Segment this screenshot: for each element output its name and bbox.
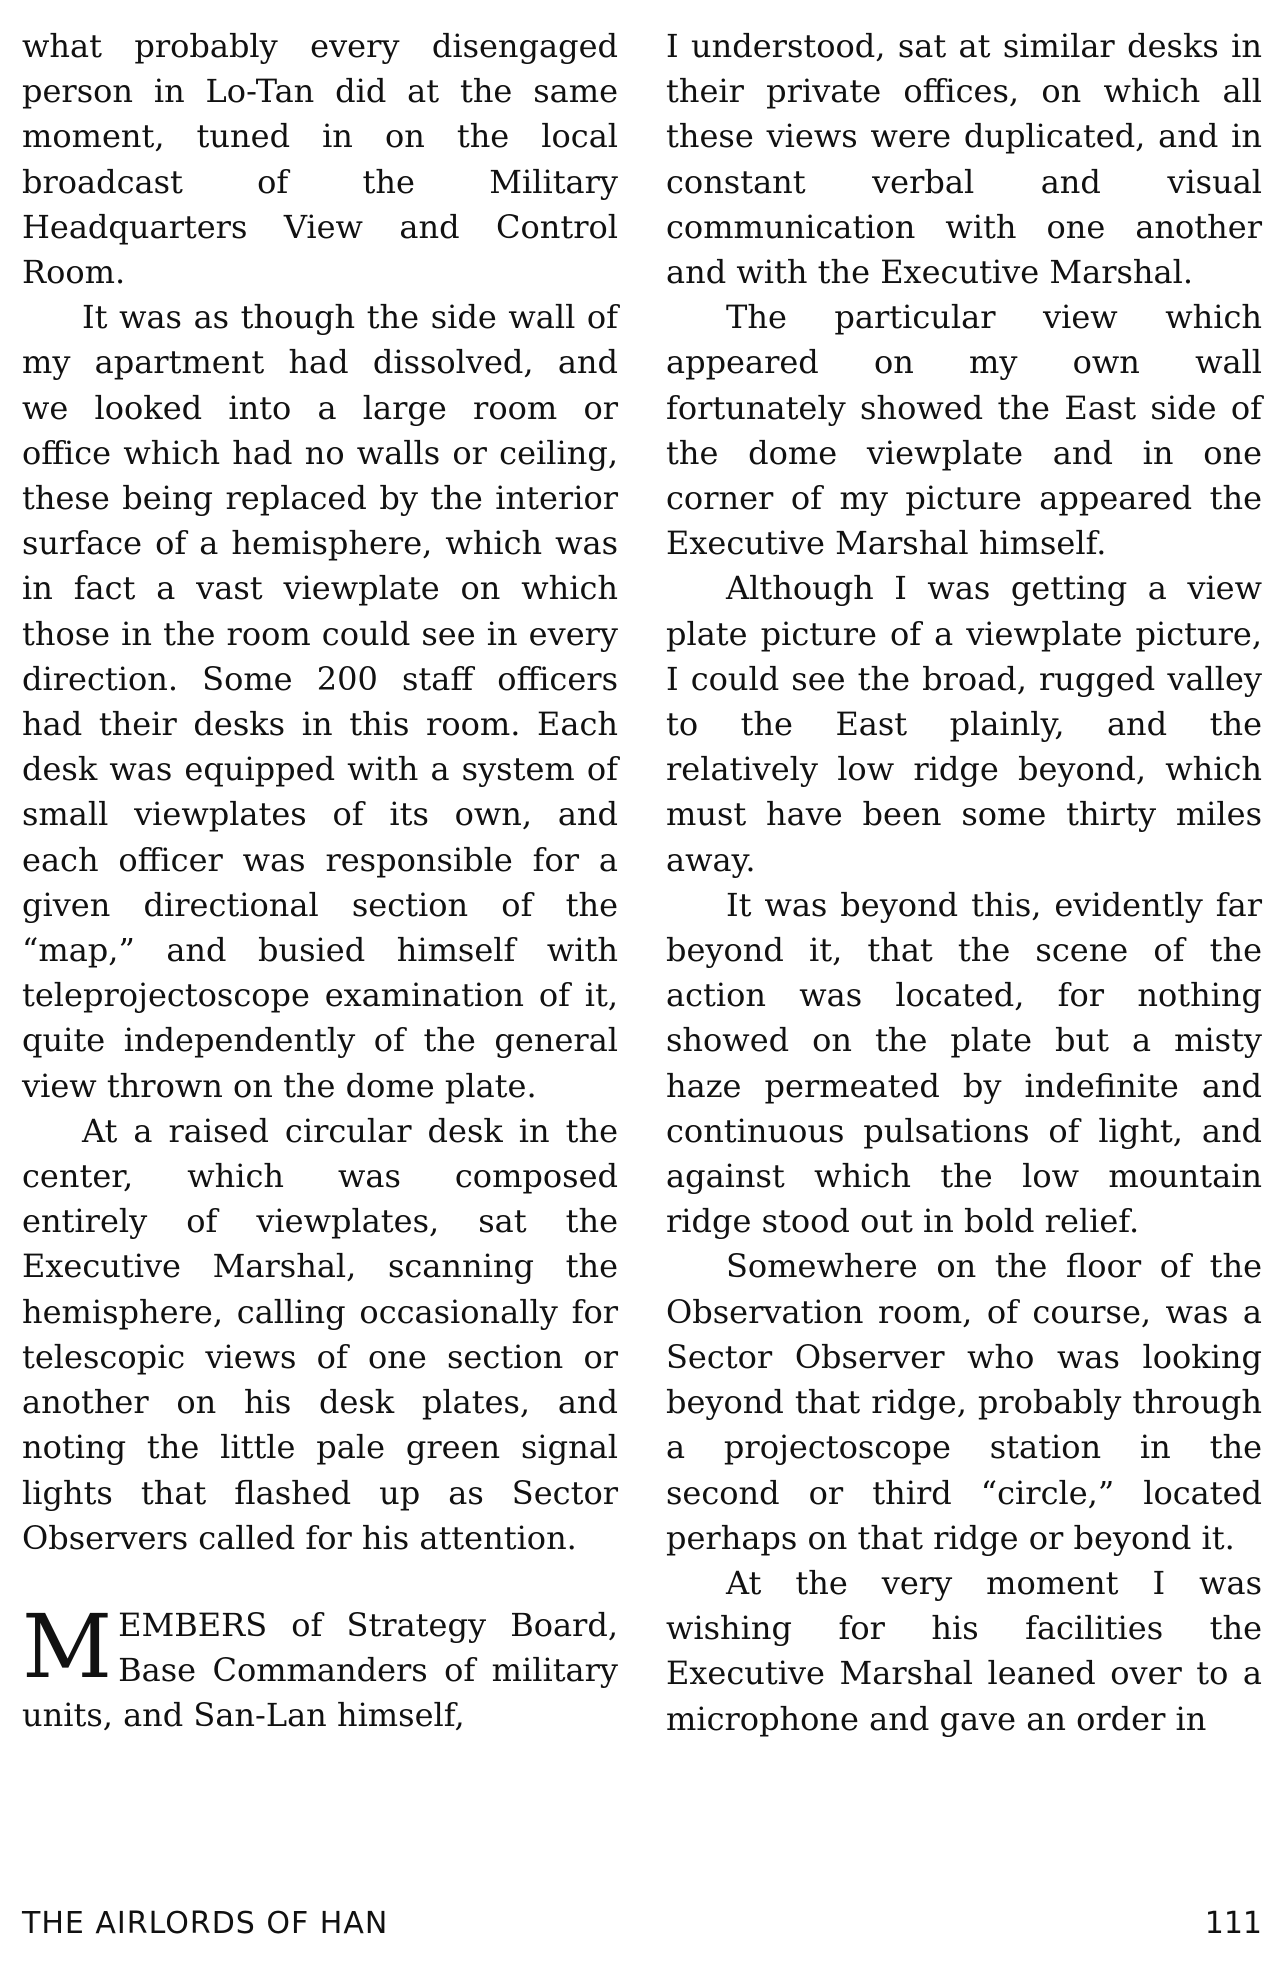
paragraph: It was beyond this, evidently far beyond it, that the scene of the action was located, for nothing showed on the plate but a misty haze permeated by indefinite and continuous pulsations of light, and against which the low mountain ridge stood out in bold relief.	[666, 885, 1262, 1241]
paragraph: I understood, sat at similar desks in their private offices, on which all these views were duplicated, and in constant verbal and visual communication with one another and with the Executive Marshal.	[666, 27, 1262, 292]
paragraph: what probably every disengaged person in Lo-Tan did at the same moment, tuned in on the local broadcast of the Military Headquarters View and Control Room.	[22, 27, 618, 292]
paragraph: The particular view which appeared on my own wall fortunately showed the East side of the dome viewplate and in one corner of my picture appeared the Executive Marshal himself.	[666, 298, 1262, 563]
section-opening-paragraph	[22, 1594, 618, 1739]
paragraph: It was as though the side wall of my apartment had dissolved, and we looked into a large room or office which had no walls or ceiling, these being replaced by the interior surface of a hemisphere, which was in fact a vast viewplate on which those in the room could see in every direction. Some 200 staff officers had their desks in this room. Each desk was equipped with a system of small viewplates of its own, and each officer was responsible for a given directional section of the “map,” and busied himself with teleprojectoscope examination of it, quite independently of the general view thrown on the dome plate.	[22, 298, 618, 1105]
paragraph: Although I was getting a view plate picture of a viewplate picture, I could see the broad, rugged valley to the East plainly, and the relatively low ridge beyond, which must have been some thirty miles away.	[666, 569, 1262, 879]
right-column	[666, 24, 1262, 1742]
drop-cap-initial: M	[22, 1594, 113, 1698]
page-number: 111	[1204, 1906, 1262, 1941]
paragraph-text: EMBERS of Strategy Board, Base Commanders of military units, and San-Lan himself,	[22, 1605, 618, 1735]
page-footer	[22, 1906, 1262, 1956]
paragraph: At the very moment I was wishing for his facilities the Executive Marshal leaned over to a microphone and gave an order in	[666, 1563, 1262, 1738]
running-title: THE AIRLORDS OF HAN	[22, 1906, 389, 1941]
paragraph: At a raised circular desk in the center, which was composed entirely of viewplates, sat the Executive Marshal, scanning the hemisphere, calling occasionally for telescopic views of one section or another on his desk plates, and noting the little pale green signal lights that flashed up as Sector Observers called for his attention.	[22, 1111, 618, 1557]
paragraph: Somewhere on the floor of the Observation room, of course, was a Sector Observer who was looking beyond that ridge, probably through a projectoscope station in the second or third “circle,” located perhaps on that ridge or beyond it.	[666, 1247, 1262, 1557]
left-column	[22, 24, 618, 1771]
